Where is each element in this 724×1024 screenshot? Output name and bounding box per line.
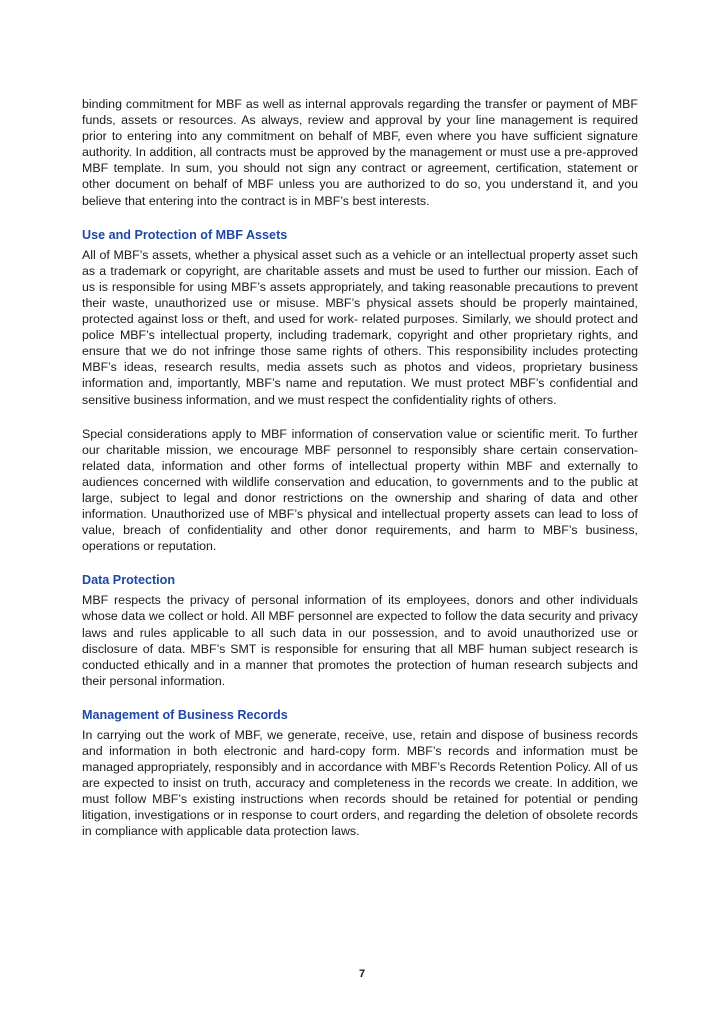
section-data-protection [82, 572, 638, 689]
assets-paragraph-1: All of MBF’s assets, whether a physical asset such as a vehicle or an intellectual property asset such as a trademark or copyright, are charitable assets and must be used to further our mission. Each of us is responsible for using MBF’s assets appropriately, and taking reasonable precautions to prevent their waste, unauthorized use or misuse. MBF’s physical assets should be properly maintained, protected against loss or theft, and used for work- related purposes. Similarly, we should protect and police MBF’s intellectual property, including trademark, copyright and other proprietary rights, and ensure that we do not infringe those same rights of others. This responsibility includes protecting MBF’s ideas, research results, media assets such as photos and videos, proprietary business information and, importantly, MBF’s name and reputation. We must protect MBF’s confidential and sensitive business information, and we must respect the confidentiality rights of others. [82, 247, 638, 407]
business-records-paragraph: In carrying out the work of MBF, we generate, receive, use, retain and dispose of business records and information in both electronic and hard-copy form. MBF’s records and information must be managed appropriately, responsibly and in accordance with MBF’s Records Retention Policy. All of us are expected to insist on truth, accuracy and completeness in the records we create. In addition, we must follow MBF’s existing instructions when records should be retained for potential or pending litigation, investigations or in response to court orders, and regarding the deletion of obsolete records in compliance with applicable data protection laws. [82, 727, 638, 839]
document-page [82, 96, 638, 840]
intro-paragraph: binding commitment for MBF as well as internal approvals regarding the transfer or payment of MBF funds, assets or resources. As always, review and approval by your line management is required prior to entering into any commitment on behalf of MBF, even where you have sufficient signature authority. In addition, all contracts must be approved by the management or must use a pre-approved MBF template. In sum, you should not sign any contract or agreement, certification, statement or other document on behalf of MBF unless you are authorized to do so, you understand it, and you believe that entering into the contract is in MBF’s best interests. [82, 97, 638, 208]
section-use-and-protection-of-assets [82, 227, 638, 555]
section-business-records [82, 707, 638, 840]
data-protection-paragraph: MBF respects the privacy of personal information of its employees, donors and other individuals whose data we collect or hold. All MBF personnel are expected to follow the data security and privacy laws and rules applicable to all such data in our possession, and to avoid unauthorized use or disclosure of data. MBF’s SMT is responsible for ensuring that all MBF human subject research is conducted ethically and in a manner that promotes the protection of human research subjects and their personal information. [82, 593, 638, 688]
section-heading-business-records: Management of Business Records [82, 707, 288, 722]
section-heading-assets: Use and Protection of MBF Assets [82, 227, 288, 242]
assets-paragraph-2: Special considerations apply to MBF information of conservation value or scientific merit. To further our charitable mission, we encourage MBF personnel to responsibly share certain conservation-related data, information and other forms of intellectual property within MBF and externally to audiences concerned with wildlife conservation and education, to governments and to the public at large, subject to legal and donor restrictions on the ownership and sharing of data and other information. Unauthorized use of MBF’s physical and intellectual property assets can lead to loss of value, breach of confidentiality and other donor requirements, and harm to MBF’s business, operations or reputation. [82, 426, 638, 554]
page-number: 7 [358, 968, 366, 980]
section-heading-data-protection: Data Protection [82, 573, 176, 588]
